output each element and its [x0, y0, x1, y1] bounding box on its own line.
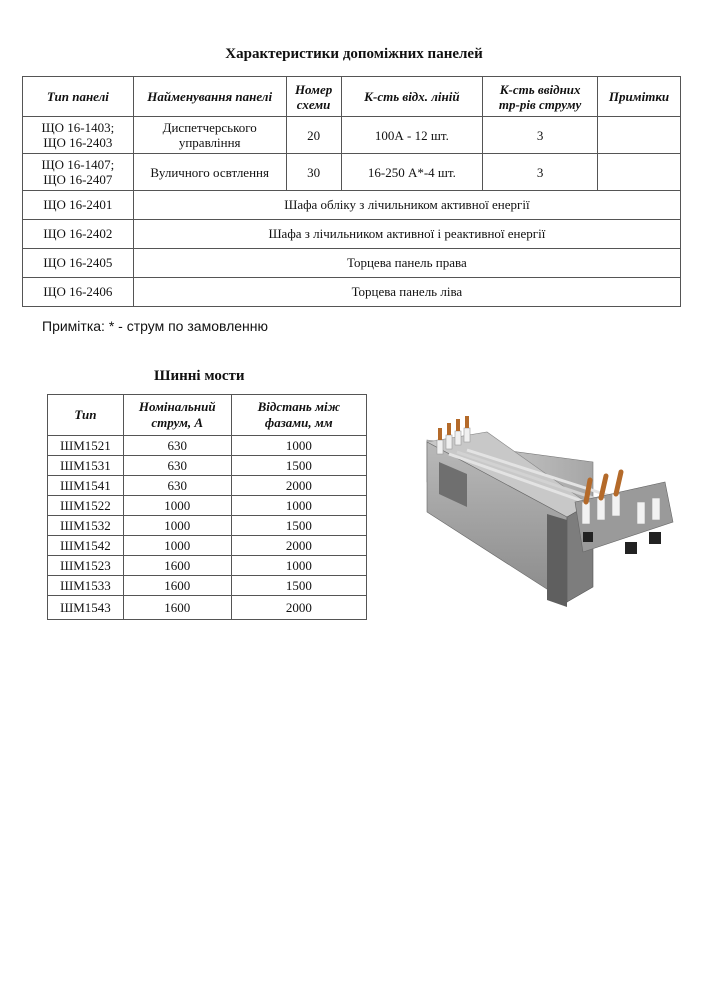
cell-current: 1600 — [123, 556, 231, 576]
cell-current: 630 — [123, 476, 231, 496]
cell-distance: 1000 — [231, 496, 366, 516]
cell-type: ШМ1523 — [48, 556, 124, 576]
header-scheme — [286, 77, 341, 117]
buses-table — [47, 394, 367, 620]
cell-description: Шафа обліку з лічильником активної енергії — [133, 191, 680, 220]
panels-title: Характеристики допоміжних панелей — [225, 46, 483, 62]
cell-type-line1: ЩО 16-1403; — [41, 120, 115, 135]
cell-description: Торцева панель ліва — [133, 278, 680, 307]
header-distance — [231, 395, 366, 436]
cell-current: 1000 — [123, 536, 231, 556]
table-row — [48, 556, 367, 576]
cell-distance: 2000 — [231, 536, 366, 556]
cell-type: ШМ1541 — [48, 476, 124, 496]
cell-lines: 16-250 А*-4 шт. — [341, 154, 483, 191]
cell-type: ШМ1533 — [48, 576, 124, 596]
buses-table-body — [48, 436, 367, 620]
buses-title: Шинні мости — [154, 368, 245, 384]
header-type: Тип — [48, 395, 124, 436]
cell-current: 1000 — [123, 496, 231, 516]
table-row — [23, 249, 681, 278]
cell-name: Вуличного освтлення — [133, 154, 286, 191]
table-row — [48, 436, 367, 456]
header-scheme-line2: схеми — [296, 96, 331, 112]
table-row — [23, 191, 681, 220]
cell-name — [133, 117, 286, 154]
header-type: Тип панелі — [23, 77, 134, 117]
cell-type-line2: ЩО 16-2407 — [43, 172, 113, 187]
cell-type-line2: ЩО 16-2403 — [43, 135, 113, 150]
cell-transformers: 3 — [483, 117, 598, 154]
header-notes: Примітки — [598, 77, 681, 117]
cell-type: ШМ1532 — [48, 516, 124, 536]
table-row — [48, 576, 367, 596]
cell-name-line2: управління — [178, 135, 241, 150]
table-header-row — [48, 395, 367, 436]
cell-type — [23, 117, 134, 154]
cell-type: ШМ1522 — [48, 496, 124, 516]
cell-type-line1: ЩО 16-1407; — [41, 157, 115, 172]
cell-description: Торцева панель права — [133, 249, 680, 278]
header-trans-line2: тр-рів струму — [498, 96, 582, 112]
table-row — [23, 278, 681, 307]
cell-type: ШМ1543 — [48, 596, 124, 620]
table-row — [23, 220, 681, 249]
cell-type — [23, 154, 134, 191]
header-current-line1: Номінальний — [138, 399, 216, 414]
cell-current: 630 — [123, 436, 231, 456]
cell-distance: 1000 — [231, 436, 366, 456]
cell-type: ШМ1521 — [48, 436, 124, 456]
cell-distance: 1000 — [231, 556, 366, 576]
cell-transformers: 3 — [483, 154, 598, 191]
header-distance-line1: Відстань між — [257, 399, 341, 414]
cell-distance: 1500 — [231, 576, 366, 596]
cell-distance: 2000 — [231, 476, 366, 496]
cell-type: ЩО 16-2401 — [23, 191, 134, 220]
footnote: Примітка: * - струм по замовленню — [42, 318, 269, 334]
cell-distance: 2000 — [231, 596, 366, 620]
cell-notes — [598, 154, 681, 191]
panels-table — [22, 76, 681, 307]
cell-description: Шафа з лічильником активної і реактивної енергії — [133, 220, 680, 249]
cell-type: ЩО 16-2405 — [23, 249, 134, 278]
cell-lines: 100А - 12 шт. — [341, 117, 483, 154]
cell-scheme: 30 — [286, 154, 341, 191]
cell-current: 1000 — [123, 516, 231, 536]
cell-current: 630 — [123, 456, 231, 476]
cell-current: 1600 — [123, 596, 231, 620]
table-header-row — [23, 77, 681, 117]
cell-name-line1: Диспетчерського — [162, 120, 257, 135]
table-row — [23, 154, 681, 191]
table-row — [48, 596, 367, 620]
table-row — [48, 476, 367, 496]
cell-distance: 1500 — [231, 456, 366, 476]
header-transformers — [483, 77, 598, 117]
table-row — [48, 456, 367, 476]
header-scheme-line1: Номер — [294, 81, 333, 97]
header-trans-line1: К-сть ввідних — [499, 81, 581, 97]
header-lines: К-сть відх. ліній — [341, 77, 483, 117]
busbar-bridge-photo — [397, 402, 689, 612]
table-row — [23, 117, 681, 154]
table-row — [48, 496, 367, 516]
cell-type: ШМ1542 — [48, 536, 124, 556]
table-row — [48, 516, 367, 536]
header-distance-line2: фазами, мм — [264, 415, 333, 430]
cell-distance: 1500 — [231, 516, 366, 536]
cell-type: ШМ1531 — [48, 456, 124, 476]
cell-type: ЩО 16-2406 — [23, 278, 134, 307]
cell-notes — [598, 117, 681, 154]
cell-scheme: 20 — [286, 117, 341, 154]
cell-current: 1600 — [123, 576, 231, 596]
header-current-line2: струм, А — [151, 415, 204, 430]
header-name: Найменування панелі — [133, 77, 286, 117]
cell-type: ЩО 16-2402 — [23, 220, 134, 249]
header-current — [123, 395, 231, 436]
table-row — [48, 536, 367, 556]
